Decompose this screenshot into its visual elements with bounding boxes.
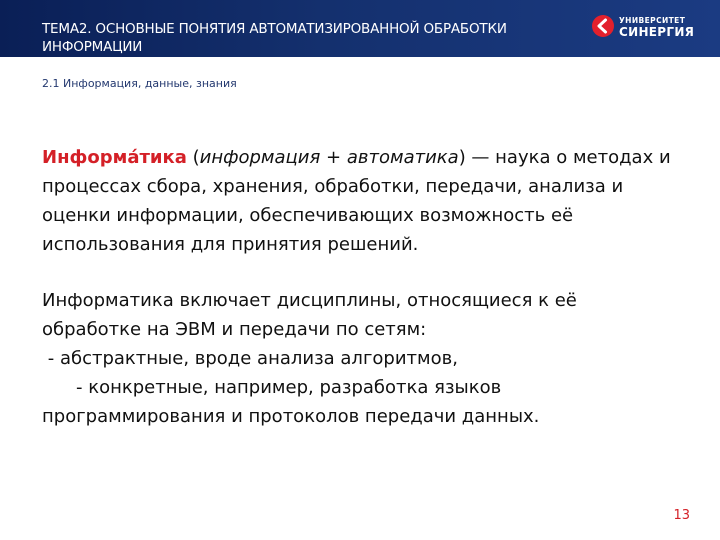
definition-term: Информа́тика <box>42 147 187 168</box>
open-paren: ( <box>186 147 200 168</box>
list-item-concrete: - конкретные, например, разработка языков <box>76 377 502 398</box>
definition-body: ) — наука о методах и процессах сбора, хранения, обработки, передачи, анализа и оценки информации, обеспечивающих возможность её использования для принятия решений. <box>42 147 671 255</box>
page-number: 13 <box>673 508 690 523</box>
list-item-concrete-cont: программирования и протоколов передачи данных. <box>42 406 540 427</box>
disciplines-intro: Информатика включает дисциплины, относящиеся к её обработке на ЭВМ и передачи по сетям: <box>42 290 577 340</box>
logo-text-top: УНИВЕРСИТЕТ <box>619 16 686 25</box>
slide-content <box>42 143 672 431</box>
slide-title: ТЕМА2. ОСНОВНЫЕ ПОНЯТИЯ АВТОМАТИЗИРОВАННОЙ ОБРАБОТКИ ИНФОРМАЦИИ <box>42 21 507 55</box>
section-subtitle: 2.1 Информация, данные, знания <box>42 77 237 90</box>
definition-paragraph <box>42 143 672 259</box>
slide-header <box>0 0 720 57</box>
synergy-logo-icon <box>592 15 614 37</box>
list-item-abstract: - абстрактные, вроде анализа алгоритмов, <box>42 348 458 369</box>
logo-text-bottom: СИНЕРГИЯ <box>619 25 695 39</box>
etymology-text: информация + автоматика <box>199 147 459 168</box>
university-logo <box>592 14 702 44</box>
disciplines-paragraph <box>42 286 672 431</box>
